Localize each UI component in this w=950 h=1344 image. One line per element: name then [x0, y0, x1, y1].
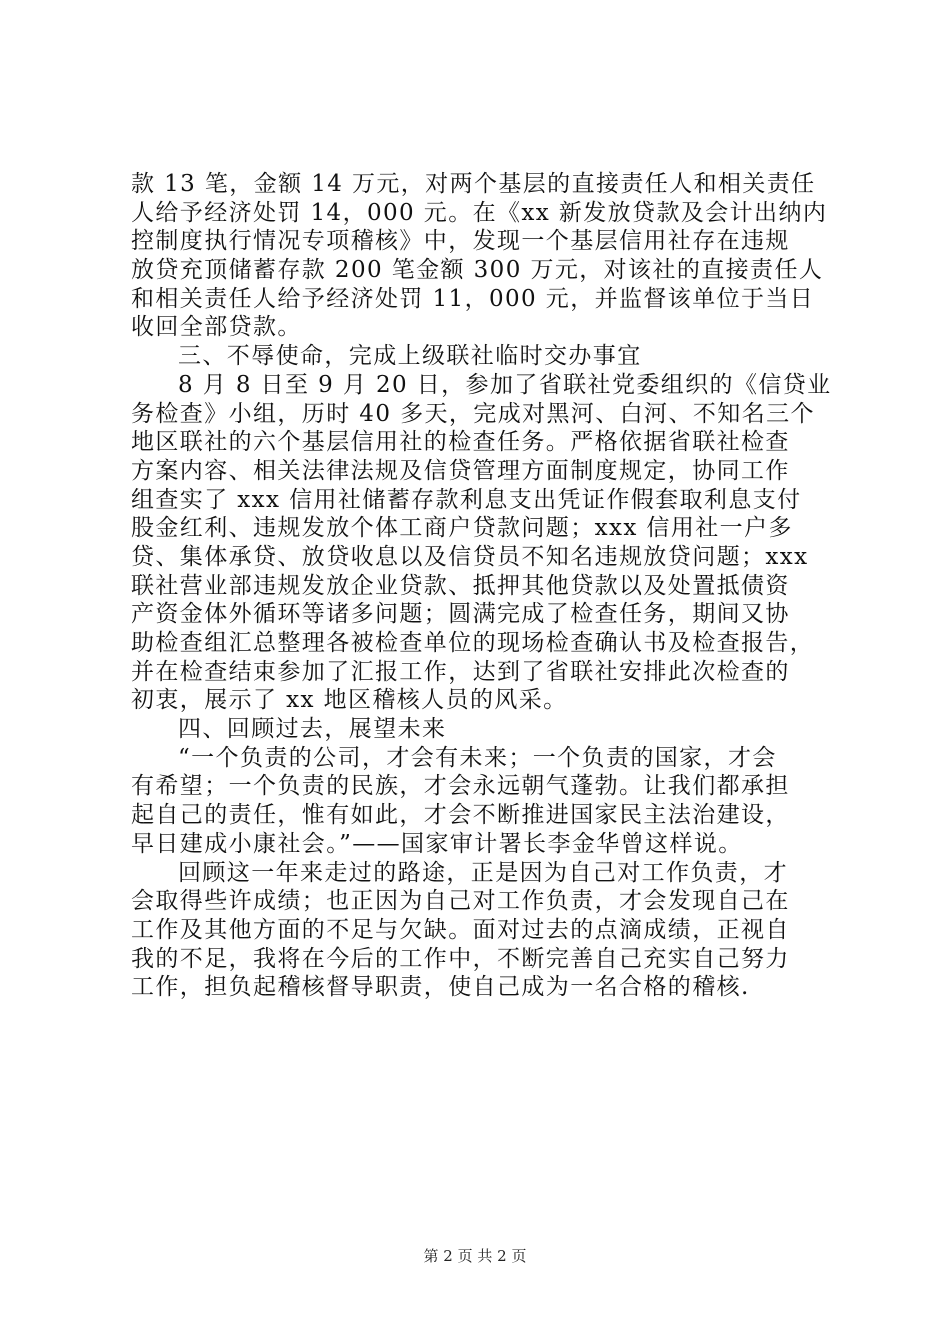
text-line: 地区联社的六个基层信用社的检查任务。严格依据省联社检查 — [131, 429, 790, 456]
text-line: 收回全部贷款。 — [131, 314, 302, 341]
text-line: 人给予经济处罚 14，000 元。在《xx 新发放贷款及会计出纳内 — [131, 199, 828, 226]
text-line: 股金红利、违规发放个体工商户贷款问题；xxx 信用社一户多 — [131, 515, 793, 542]
text-line: 贷、集体承贷、放贷收息以及信贷员不知名违规放贷问题；xxx — [131, 543, 809, 570]
text-line: 8 月 8 日至 9 月 20 日，参加了省联社党委组织的《信贷业 — [178, 371, 832, 398]
text-line: 和相关责任人给予经济处罚 11，000 元，并监督该单位于当日 — [131, 285, 815, 312]
text-line: “一个负责的公司，才会有未来；一个负责的国家，才会 — [178, 744, 777, 771]
text-line: 有希望；一个负责的民族，才会永远朝气蓬勃。让我们都承担 — [131, 773, 790, 800]
text-line: 起自己的责任，惟有如此，才会不断推进国家民主法治建设， — [131, 802, 790, 829]
text-line: 务检查》小组，历时 40 多天，完成对黑河、白河、不知名三个 — [131, 400, 815, 427]
text-line: 并在检查结束参加了汇报工作，达到了省联社安排此次检查的 — [131, 658, 790, 685]
text-line: 控制度执行情况专项稽核》中，发现一个基层信用社存在违规 — [131, 228, 790, 255]
text-line: 会取得些许成绩；也正因为自己对工作负责，才会发现自己在 — [131, 888, 790, 915]
text-line: 联社营业部违规发放企业贷款、抵押其他贷款以及处置抵债资 — [131, 572, 790, 599]
text-line: 四、回顾过去，展望未来 — [178, 716, 447, 743]
text-line: 我的不足，我将在今后的工作中，不断完善自己充实自己努力 — [131, 945, 790, 972]
text-line: 工作及其他方面的不足与欠缺。面对过去的点滴成绩，正视自 — [131, 916, 790, 943]
text-line: 三、不辱使命，完成上级联社临时交办事宜 — [178, 343, 642, 370]
text-line: 产资金体外循环等诸多问题；圆满完成了检查任务，期间又协 — [131, 601, 790, 628]
text-line: 放贷充顶储蓄存款 200 笔金额 300 万元，对该社的直接责任人 — [131, 257, 824, 284]
text-line: 款 13 笔，金额 14 万元，对两个基层的直接责任人和相关责任 — [131, 171, 816, 197]
document-body — [131, 170, 831, 1002]
text-line: 初衷，展示了 xx 地区稽核人员的风采。 — [131, 687, 568, 714]
page-footer: 第 2 页 共 2 页 — [423, 1247, 527, 1265]
text-line: 回顾这一年来走过的路途，正是因为自己对工作负责，才 — [178, 859, 788, 886]
text-line: 方案内容、相关法律法规及信贷管理方面制度规定，协同工作 — [131, 457, 790, 484]
text-line: 组查实了 xxx 信用社储蓄存款利息支出凭证作假套取利息支付 — [131, 486, 802, 513]
text-line: 助检查组汇总整理各被检查单位的现场检查确认书及检查报告， — [131, 630, 815, 656]
text-line: 工作，担负起稽核督导职责，使自己成为一名合格的稽核. — [131, 974, 750, 1001]
text-line: 早日建成小康社会。”——国家审计署长李金华曾这样说。 — [131, 830, 743, 857]
